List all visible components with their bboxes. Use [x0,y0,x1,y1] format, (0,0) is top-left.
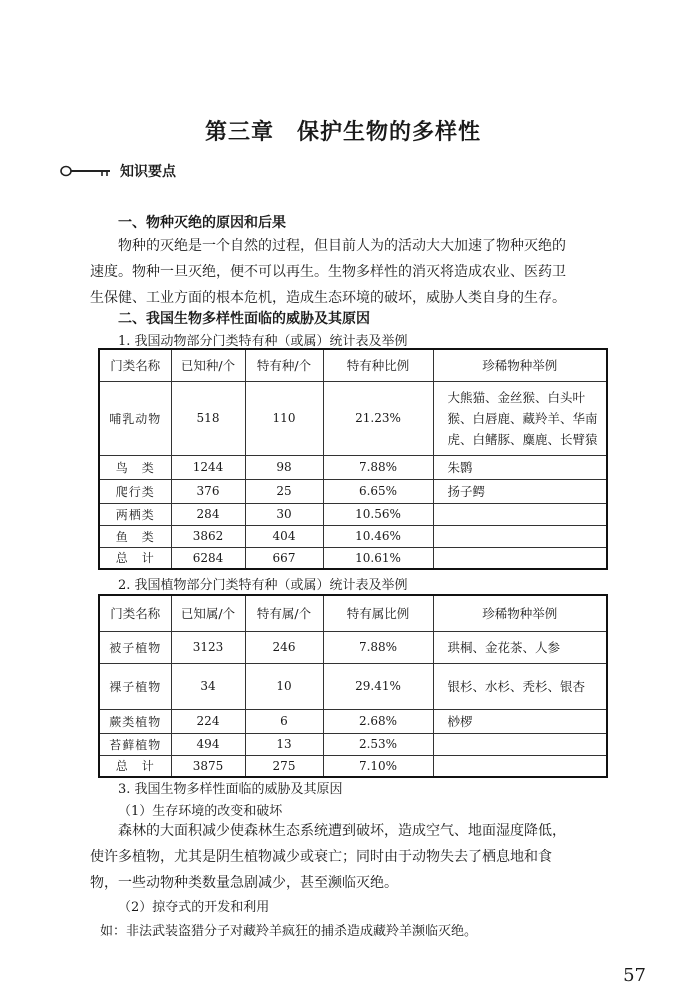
table-cell: 苔藓植物 [99,733,171,755]
animal-table [98,348,608,570]
column-header: 门类名称 [99,595,171,631]
table-cell [433,503,607,525]
table-1-caption: 1. 我国动物部分门类特有种（或属）统计表及举例 [118,334,408,349]
table-cell: 110 [245,381,323,455]
table-cell [433,733,607,755]
table-cell: 蕨类植物 [99,709,171,733]
table-cell: 10.46% [323,525,433,547]
table-cell: 13 [245,733,323,755]
table-row [99,381,607,455]
table-row [99,709,607,733]
table-cell: 376 [171,479,245,503]
paragraph-line: 速度。物种一旦灭绝，便不可以再生。生物多样性的消灭将造成农业、医药卫 [90,264,566,280]
table-row [99,503,607,525]
table-cell: 大熊猫、金丝猴、白头叶猴、白唇鹿、藏羚羊、华南虎、白鳍豚、麋鹿、长臂猿 [433,381,607,455]
column-header: 特有种比例 [323,349,433,381]
table-row [99,479,607,503]
section-1-heading: 一、物种灭绝的原因和后果 [118,215,286,231]
table-cell: 3875 [171,755,245,777]
table-cell: 30 [245,503,323,525]
column-header: 珍稀物种举例 [433,349,607,381]
table-cell: 284 [171,503,245,525]
section-3-sub-1: （1）生存环境的改变和破坏 [118,804,283,819]
table-cell: 494 [171,733,245,755]
section-2-heading: 二、我国生物多样性面临的威胁及其原因 [118,311,370,327]
table-cell: 银杉、水杉、秃杉、银杏 [433,663,607,709]
page-number: 57 [623,965,646,986]
table-cell [433,755,607,777]
table-row [99,547,607,569]
table-cell: 3862 [171,525,245,547]
section-3-paragraph [90,818,678,896]
table-cell: 珙桐、金花茶、人参 [433,631,607,663]
table-cell: 两栖类 [99,503,171,525]
table-cell: 6 [245,709,323,733]
table-cell: 98 [245,455,323,479]
table-cell: 哺乳动物 [99,381,171,455]
table-row [99,455,607,479]
table-cell: 7.88% [323,631,433,663]
column-header: 已知属/个 [171,595,245,631]
table-cell: 29.41% [323,663,433,709]
table-row [99,631,607,663]
table-row [99,755,607,777]
table-cell: 10.61% [323,547,433,569]
table-cell: 朱鹮 [433,455,607,479]
column-header: 特有属比例 [323,595,433,631]
table-cell: 275 [245,755,323,777]
table-cell: 6284 [171,547,245,569]
key-points-label: 知识要点 [120,164,176,180]
key-icon [60,164,114,178]
table-cell: 3123 [171,631,245,663]
table-cell: 21.23% [323,381,433,455]
key-points-banner [60,160,176,182]
column-header: 特有属/个 [245,595,323,631]
table-cell: 扬子鳄 [433,479,607,503]
paragraph-line: 物，一些动物种类数量急剧减少，甚至濒临灭绝。 [90,875,398,891]
table-cell: 246 [245,631,323,663]
table-row [99,733,607,755]
section-3-title: 3. 我国生物多样性面临的威胁及其原因 [118,782,343,797]
section-1-paragraph [90,233,678,311]
table-cell: 裸子植物 [99,663,171,709]
table-cell [433,547,607,569]
table-header-row [99,349,607,381]
chapter-title: 第三章 保护生物的多样性 [204,119,481,145]
column-header: 门类名称 [99,349,171,381]
table-cell: 桫椤 [433,709,607,733]
table-2-caption: 2. 我国植物部分门类特有种（或属）统计表及举例 [118,578,408,593]
table-cell: 224 [171,709,245,733]
table-cell: 518 [171,381,245,455]
column-header: 已知种/个 [171,349,245,381]
table-cell: 总 计 [99,547,171,569]
table-cell: 2.53% [323,733,433,755]
paragraph-line: 物种的灭绝是一个自然的过程，但目前人为的活动大大加速了物种灭绝的 [118,238,566,254]
section-3-sub-2: （2）掠夺式的开发和利用 [118,900,270,915]
paragraph-line: 生保健、工业方面的根本危机，造成生态环境的破坏，威胁人类自身的生存。 [90,290,566,306]
table-cell: 1244 [171,455,245,479]
table-cell: 10 [245,663,323,709]
table-row [99,525,607,547]
table-cell: 34 [171,663,245,709]
table-cell: 爬行类 [99,479,171,503]
table-cell: 2.68% [323,709,433,733]
table-cell: 404 [245,525,323,547]
column-header: 特有种/个 [245,349,323,381]
table-cell: 鸟 类 [99,455,171,479]
table-cell: 10.56% [323,503,433,525]
table-cell: 鱼 类 [99,525,171,547]
table-cell: 7.10% [323,755,433,777]
table-cell [433,525,607,547]
table-cell: 25 [245,479,323,503]
table-cell: 7.88% [323,455,433,479]
table-cell: 6.65% [323,479,433,503]
table-row [99,663,607,709]
paragraph-line: 森林的大面积减少使森林生态系统遭到破坏，造成空气、地面湿度降低， [118,823,566,839]
table-header-row [99,595,607,631]
table-cell: 被子植物 [99,631,171,663]
table-cell: 667 [245,547,323,569]
section-3-example: 如：非法武装盗猎分子对藏羚羊疯狂的捕杀造成藏羚羊濒临灭绝。 [100,924,478,939]
paragraph-line: 使许多植物，尤其是阴生植物减少或衰亡；同时由于动物失去了栖息地和食 [90,849,552,865]
plant-table [98,594,608,778]
table-cell: 总 计 [99,755,171,777]
column-header: 珍稀物种举例 [433,595,607,631]
